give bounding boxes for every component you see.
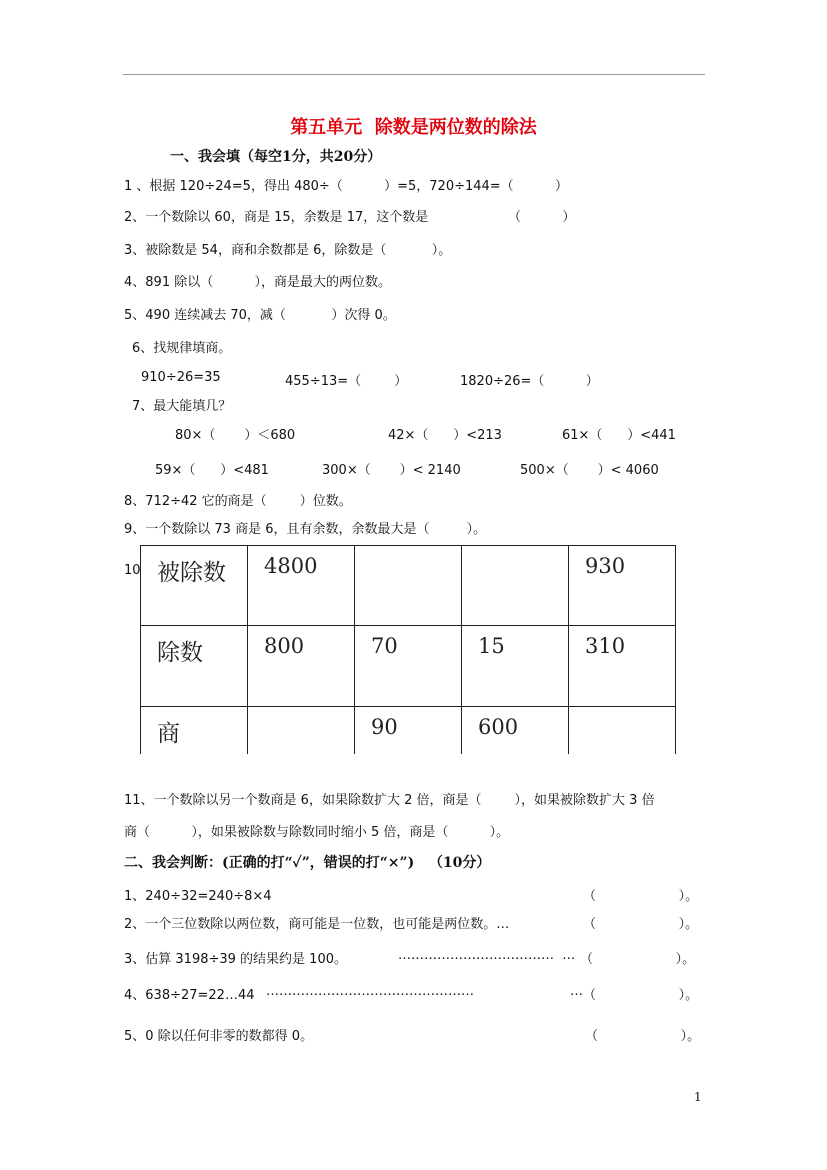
question-8: 8、712÷42 它的商是（ ）位数。 <box>124 494 352 509</box>
judge-5-blank: （ ）。 <box>585 1029 701 1044</box>
judge-4-dots-end: … <box>570 984 583 999</box>
table-cell: 15 <box>462 626 569 707</box>
question-7-item-c: 61×（ ）<441 <box>562 428 676 443</box>
question-1: 1 、根据 120÷24=5，得出 480÷（ ）=5，720÷144=（ ） <box>124 179 569 194</box>
judge-2-blank: （ ）。 <box>583 917 699 932</box>
question-7-item-b: 42×（ ）<213 <box>388 428 502 443</box>
question-6-item-b: 455÷13=（ ） <box>285 374 408 389</box>
table-cell: 4800 <box>248 546 355 626</box>
question-11-line-2: 商（ ），如果被除数与除数同时缩小 5 倍，商是（ ）。 <box>124 825 510 840</box>
judge-4: 4、638÷27=22…44 <box>124 988 255 1003</box>
question-6-item-c: 1820÷26=（ ） <box>460 374 599 389</box>
table-cell <box>355 546 462 626</box>
table-cell: 商 <box>141 707 248 754</box>
table-cell <box>462 546 569 626</box>
table-cell <box>569 707 676 754</box>
question-3: 3、被除数是 54，商和余数都是 6，除数是（ ）。 <box>124 243 452 258</box>
table-row <box>141 626 676 707</box>
section-1-heading: 一、我会填（每空1分，共20分） <box>170 149 382 165</box>
judge-4-dots: ………………………………………… <box>266 984 474 999</box>
table-cell: 600 <box>462 707 569 754</box>
judge-1-blank: （ ）。 <box>583 889 699 904</box>
question-6-item-a: 910÷26=35 <box>141 370 221 385</box>
question-2-blank: （ ） <box>508 210 576 225</box>
table-row <box>141 707 676 754</box>
table-cell: 800 <box>248 626 355 707</box>
question-11-line-1: 11、一个数除以另一个数商是 6，如果除数扩大 2 倍，商是（ ），如果被除数扩大 3 倍 <box>124 793 655 808</box>
division-table <box>140 545 676 754</box>
judge-3-dots: ……………………………… … <box>398 948 576 963</box>
question-5: 5、490 连续减去 70，减（ ）次得 0。 <box>124 308 396 323</box>
judge-3: 3、估算 3198÷39 的结果约是 100。 <box>124 952 347 967</box>
page-title: 第五单元 除数是两位数的除法 <box>290 117 537 138</box>
table-cell: 90 <box>355 707 462 754</box>
question-7-item-e: 300×（ ）< 2140 <box>322 463 461 478</box>
table-row <box>141 546 676 626</box>
question-10-number: 10 <box>124 563 141 578</box>
judge-2: 2、一个三位数除以两位数，商可能是一位数，也可能是两位数。… <box>124 917 510 932</box>
table-cell: 70 <box>355 626 462 707</box>
judge-1: 1、240÷32=240÷8×4 <box>124 889 272 904</box>
question-9: 9、一个数除以 73 商是 6，且有余数，余数最大是（ ）。 <box>124 522 487 537</box>
page-number: 1 <box>694 1090 702 1104</box>
table-cell <box>248 707 355 754</box>
judge-4-blank: （ ）。 <box>583 988 699 1003</box>
question-7-item-d: 59×（ ）<481 <box>155 463 269 478</box>
judge-3-blank: （ ）。 <box>580 952 696 967</box>
header-rule <box>123 74 705 75</box>
question-2: 2、一个数除以 60，商是 15，余数是 17，这个数是 <box>124 210 429 225</box>
question-4: 4、891 除以（ ），商是最大的两位数。 <box>124 275 392 290</box>
table-cell: 930 <box>569 546 676 626</box>
table-cell: 310 <box>569 626 676 707</box>
question-7: 7、最大能填几？ <box>132 399 232 414</box>
table-cell: 除数 <box>141 626 248 707</box>
question-7-item-a: 80×（ ）＜680 <box>175 428 296 443</box>
section-2-heading: 二、我会判断：(正确的打“✓”，错误的打“×”) （10分） <box>124 855 491 871</box>
question-6: 6、找规律填商。 <box>132 341 232 356</box>
question-7-item-f: 500×（ ）< 4060 <box>520 463 659 478</box>
table-cell: 被除数 <box>141 546 248 626</box>
judge-5: 5、0 除以任何非零的数都得 0。 <box>124 1029 314 1044</box>
